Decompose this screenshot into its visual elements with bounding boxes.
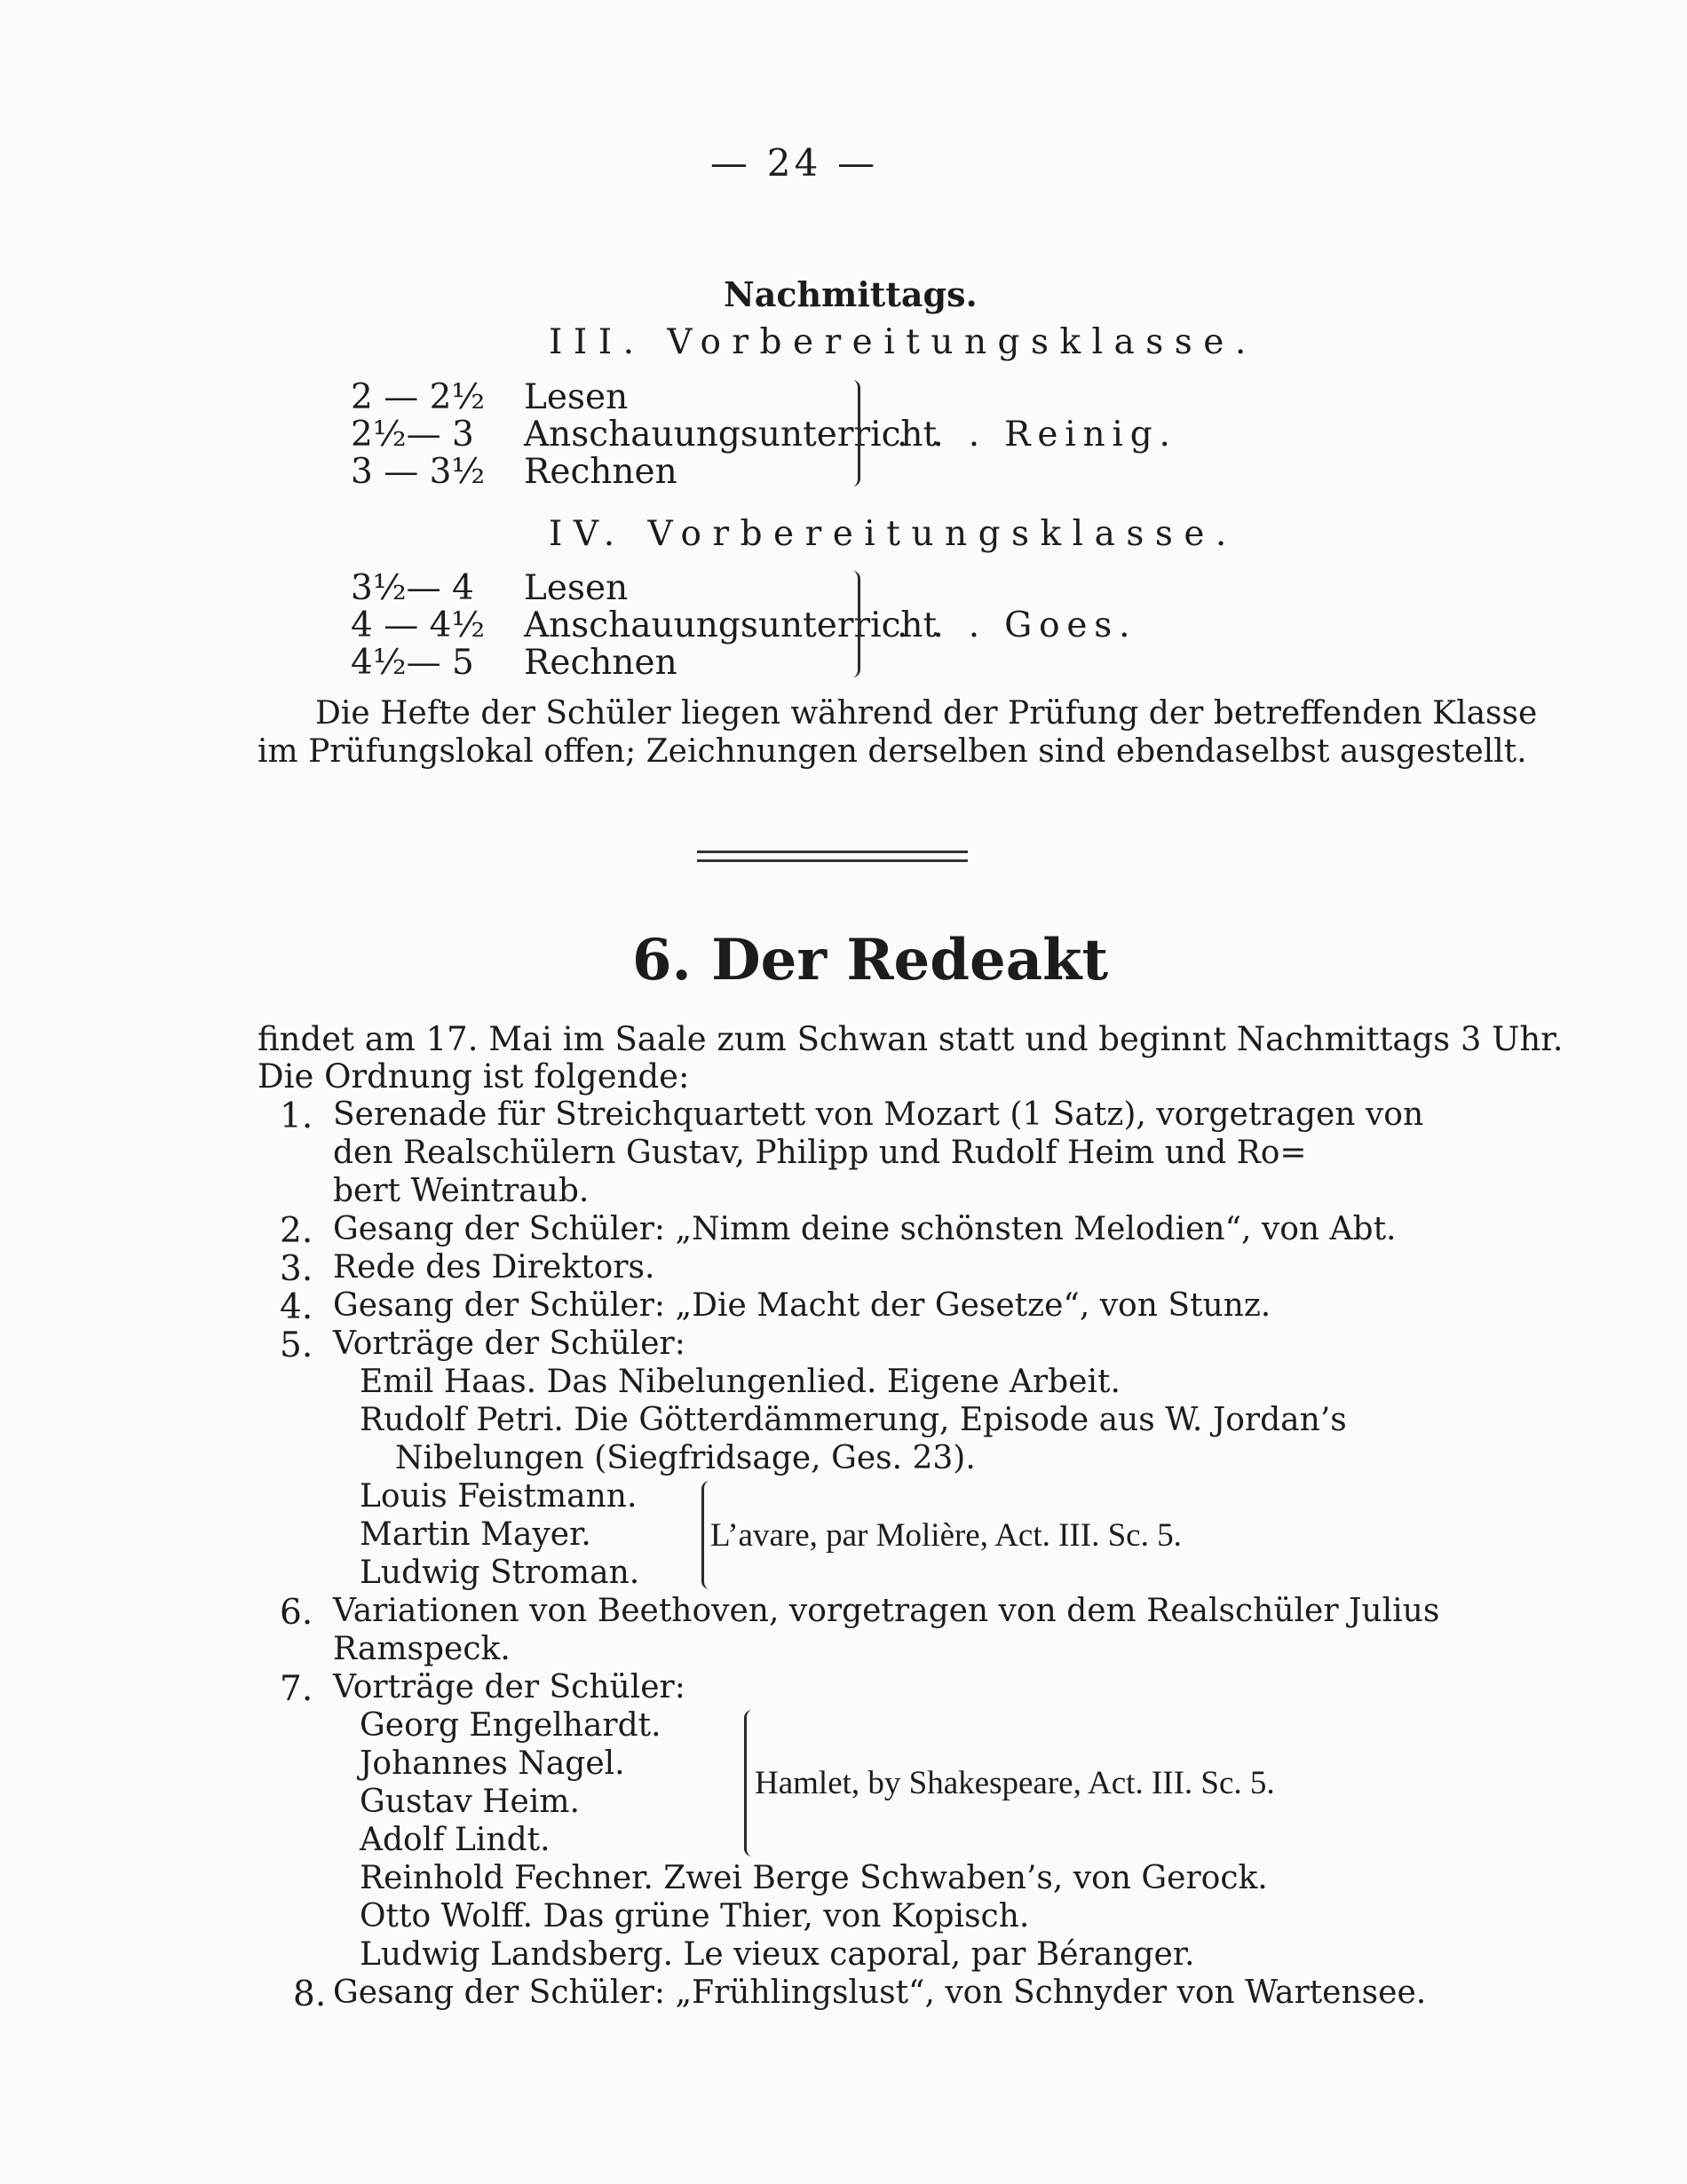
class-4-time-3: 4½— 5 xyxy=(351,643,474,683)
afternoon-heading: Nachmittags. xyxy=(724,274,978,314)
item-7-sub-3: Ludwig Landsberg. Le vieux caporal, par Béranger. xyxy=(360,1936,1195,1973)
item-5-group-name-3: Ludwig Stroman. xyxy=(360,1555,640,1591)
exam-note-line-1: Die Hefte der Schüler liegen während der Prüfung der betreffenden Klasse xyxy=(315,695,1538,732)
item-5-text: Vorträge der Schüler: xyxy=(333,1325,685,1362)
item-8-text: Gesang der Schüler: „Frühlingslust“, von Schnyder von Wartensee. xyxy=(333,1974,1427,2011)
class-4-teacher: . . . Goes. xyxy=(897,605,1137,645)
item-1-line-3: bert Weintraub. xyxy=(333,1173,590,1209)
item-7-group-name-4: Adolf Lindt. xyxy=(360,1822,550,1858)
item-7-group-name-1: Georg Engelhardt. xyxy=(360,1707,661,1744)
item-2-text: Gesang der Schüler: „Nimm deine schönsten Melodien“, von Abt. xyxy=(333,1211,1397,1247)
item-7-text: Vorträge der Schüler: xyxy=(333,1669,685,1705)
item-7-sub-2: Otto Wolff. Das grüne Thier, von Kopisch. xyxy=(360,1898,1030,1935)
item-6-line-1: Variationen von Beethoven, vorgetragen von dem Realschüler Julius xyxy=(333,1593,1440,1629)
item-7-number: 7. xyxy=(280,1669,313,1709)
class-3-subject-2: Anschauungsunterricht xyxy=(524,415,938,455)
section-title: 6. Der Redeakt xyxy=(632,927,1109,993)
section-divider-top xyxy=(697,851,968,853)
class-4-heading: IV. Vorbereitungsklasse. xyxy=(549,514,1238,554)
item-5-sub-3: Nibelungen (Siegfridsage, Ges. 23). xyxy=(395,1440,976,1476)
item-6-number: 6. xyxy=(280,1593,313,1633)
item-1-line-2: den Realschülern Gustav, Philipp und Rudolf Heim und Ro= xyxy=(333,1135,1307,1171)
class-3-time-3: 3 — 3½ xyxy=(351,452,486,492)
item-3-text: Rede des Direktors. xyxy=(333,1249,655,1286)
item-5-number: 5. xyxy=(280,1325,313,1365)
item-2-number: 2. xyxy=(280,1211,313,1251)
class-3-time-2: 2½— 3 xyxy=(351,415,474,455)
item-7-sub-1: Reinhold Fechner. Zwei Berge Schwaben’s, von Gerock. xyxy=(360,1860,1268,1896)
item-6-line-2: Ramspeck. xyxy=(333,1631,511,1667)
item-3-number: 3. xyxy=(280,1249,313,1289)
class-4-subject-3: Rechnen xyxy=(524,643,677,683)
class-4-subject-2: Anschauungsunterricht xyxy=(524,605,938,645)
class-3-time-1: 2 — 2½ xyxy=(351,377,486,417)
class-3-brace xyxy=(845,380,860,487)
item-5-group-name-1: Louis Feistmann. xyxy=(360,1478,638,1515)
section-divider-bottom xyxy=(697,859,968,862)
class-4-time-1: 3½— 4 xyxy=(351,568,474,608)
item-5-group-work: L’avare, par Molière, Act. III. Sc. 5. xyxy=(710,1517,1182,1554)
class-3-subject-1: Lesen xyxy=(524,377,629,417)
item-8-number: 8. xyxy=(293,1974,327,2014)
item-4-number: 4. xyxy=(280,1287,313,1327)
class-3-subject-3: Rechnen xyxy=(524,452,677,492)
class-4-subject-1: Lesen xyxy=(524,568,629,608)
class-3-teacher: . . . Reinig. xyxy=(897,415,1177,455)
class-3-heading: III. Vorbereitungsklasse. xyxy=(549,322,1257,362)
section-intro-line-2: Die Ordnung ist folgende: xyxy=(257,1057,690,1096)
item-5-group-name-2: Martin Mayer. xyxy=(360,1516,591,1553)
exam-note-line-2: im Prüfungslokal offen; Zeichnungen derselben sind ebendaselbst ausgestellt. xyxy=(257,733,1527,770)
item-1-number: 1. xyxy=(280,1096,313,1136)
class-4-time-2: 4 — 4½ xyxy=(351,605,486,645)
item-7-group-name-2: Johannes Nagel. xyxy=(360,1745,625,1782)
section-intro-line-1: findet am 17. Mai im Saale zum Schwan statt und beginnt Nachmittags 3 Uhr. xyxy=(257,1020,1564,1058)
item-7-group-work: Hamlet, by Shakespeare, Act. III. Sc. 5. xyxy=(755,1765,1275,1801)
item-5-sub-2: Rudolf Petri. Die Götterdämmerung, Episode aus W. Jordan’s xyxy=(360,1402,1347,1438)
item-1-line-1: Serenade für Streichquartett von Mozart (1 Satz), vorgetragen von xyxy=(333,1096,1424,1133)
item-7-group-name-3: Gustav Heim. xyxy=(360,1784,580,1820)
item-4-text: Gesang der Schüler: „Die Macht der Gesetze“, von Stunz. xyxy=(333,1287,1271,1324)
class-4-brace xyxy=(845,571,860,677)
page-number: — 24 — xyxy=(710,141,879,185)
item-5-sub-1: Emil Haas. Das Nibelungenlied. Eigene Arbeit. xyxy=(360,1364,1121,1400)
